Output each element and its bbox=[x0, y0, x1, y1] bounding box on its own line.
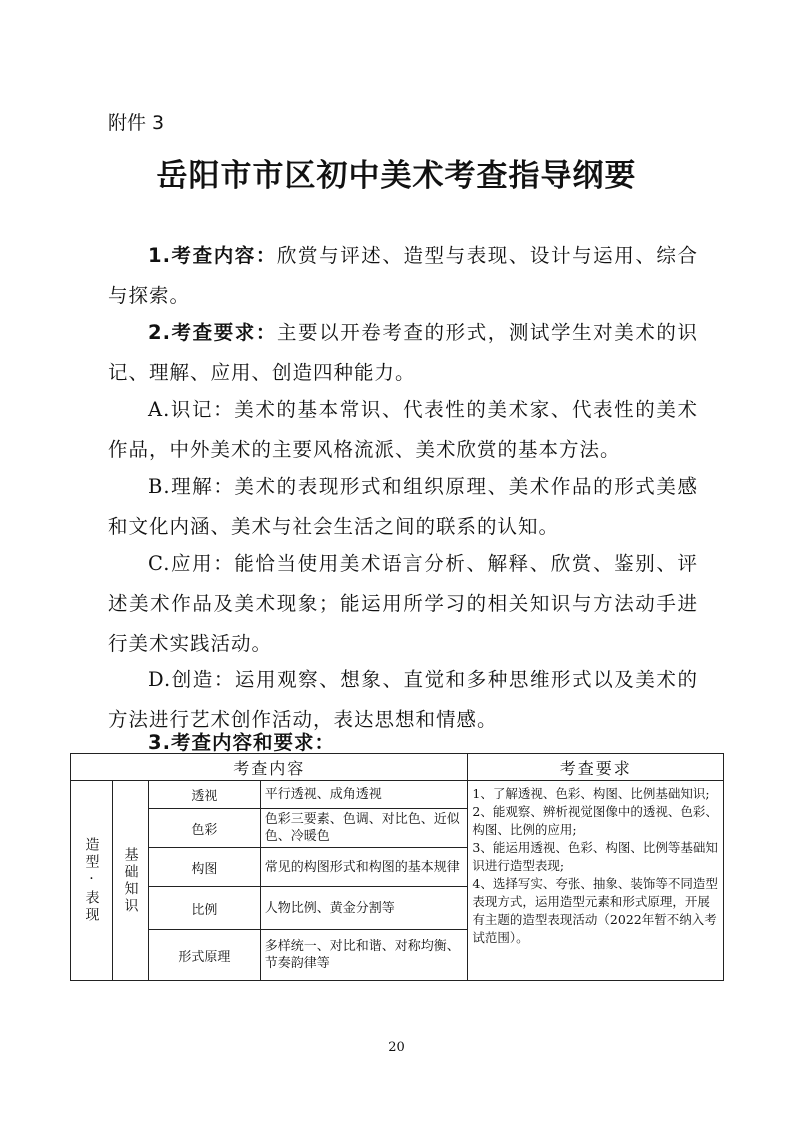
item-cell: 形式原理 bbox=[148, 930, 260, 981]
subcategory-label: 基础知识 bbox=[122, 846, 139, 915]
requirement-item: 4、选择写实、夸张、抽象、装饰等不同造型表现方式，运用造型元素和形式原理，开展有主题的造型表现活动（2022年暂不纳入考试范围）。 bbox=[472, 876, 718, 945]
exam-table bbox=[70, 753, 724, 981]
requirement-item: 2、能观察、辨析视觉图像中的透视、色彩、构图、比例的应用; bbox=[472, 804, 718, 837]
category-label: 造型·表现 bbox=[83, 837, 100, 924]
requirement-item: 3、能运用透视、色彩、构图、比例等基础知识进行造型表现; bbox=[472, 840, 718, 873]
content-cell: 平行透视、成角透视 bbox=[260, 781, 468, 809]
item-cell: 比例 bbox=[148, 887, 260, 930]
table-row bbox=[71, 781, 724, 809]
item-cell: 透视 bbox=[148, 781, 260, 809]
page-number: 20 bbox=[388, 1040, 405, 1055]
attachment-label: 附件 3 bbox=[108, 112, 165, 134]
content-cell: 常见的构图形式和构图的基本规律 bbox=[260, 848, 468, 887]
requirements-cell bbox=[468, 781, 724, 981]
item-cell: 色彩 bbox=[148, 809, 260, 848]
text-exam-content: 欣赏与评述、造型与表现、设计与运用、综合与探索。 bbox=[108, 244, 698, 307]
header-content: 考查内容 bbox=[71, 754, 468, 781]
content-cell: 人物比例、黄金分割等 bbox=[260, 887, 468, 930]
document-title: 岳阳市市区初中美术考查指导纲要 bbox=[156, 158, 637, 194]
label-exam-requirements: 2.考查要求： bbox=[148, 321, 277, 344]
content-cell: 色彩三要素、色调、对比色、近似色、冷暖色 bbox=[260, 809, 468, 848]
paragraph-exam-content bbox=[108, 236, 698, 316]
category-cell bbox=[71, 781, 113, 981]
header-requirements: 考查要求 bbox=[468, 754, 724, 781]
requirement-item: 1、了解透视、色彩、构图、比例基础知识; bbox=[472, 786, 710, 801]
paragraph-memorize: A.识记：美术的基本常识、代表性的美术家、代表性的美术作品，中外美术的主要风格流派、美术欣赏的基本方法。 bbox=[108, 398, 698, 461]
item-cell: 构图 bbox=[148, 848, 260, 887]
text-exam-requirements: 主要以开卷考查的形式，测试学生对美术的识记、理解、应用、创造四种能力。 bbox=[108, 321, 698, 384]
paragraph-apply: C.应用：能恰当使用美术语言分析、解释、欣赏、鉴别、评述美术作品及美术现象；能运用所学习的相关知识与方法动手进行美术实践活动。 bbox=[108, 552, 698, 655]
paragraph-understand: B.理解：美术的表现形式和组织原理、美术作品的形式美感和文化内涵、美术与社会生活之间的联系的认知。 bbox=[108, 475, 698, 538]
subcategory-cell bbox=[112, 781, 148, 981]
label-exam-content: 1.考查内容： bbox=[148, 244, 277, 267]
paragraph-create: D.创造：运用观察、想象、直觉和多种思维形式以及美术的方法进行艺术创作活动，表达思想和情感。 bbox=[108, 668, 698, 731]
paragraph-exam-requirements bbox=[108, 313, 698, 393]
content-cell: 多样统一、对比和谐、对称均衡、节奏韵律等 bbox=[260, 930, 468, 981]
table-header-row bbox=[71, 754, 724, 781]
section-heading-content-requirements: 3.考查内容和要求： bbox=[148, 731, 335, 754]
